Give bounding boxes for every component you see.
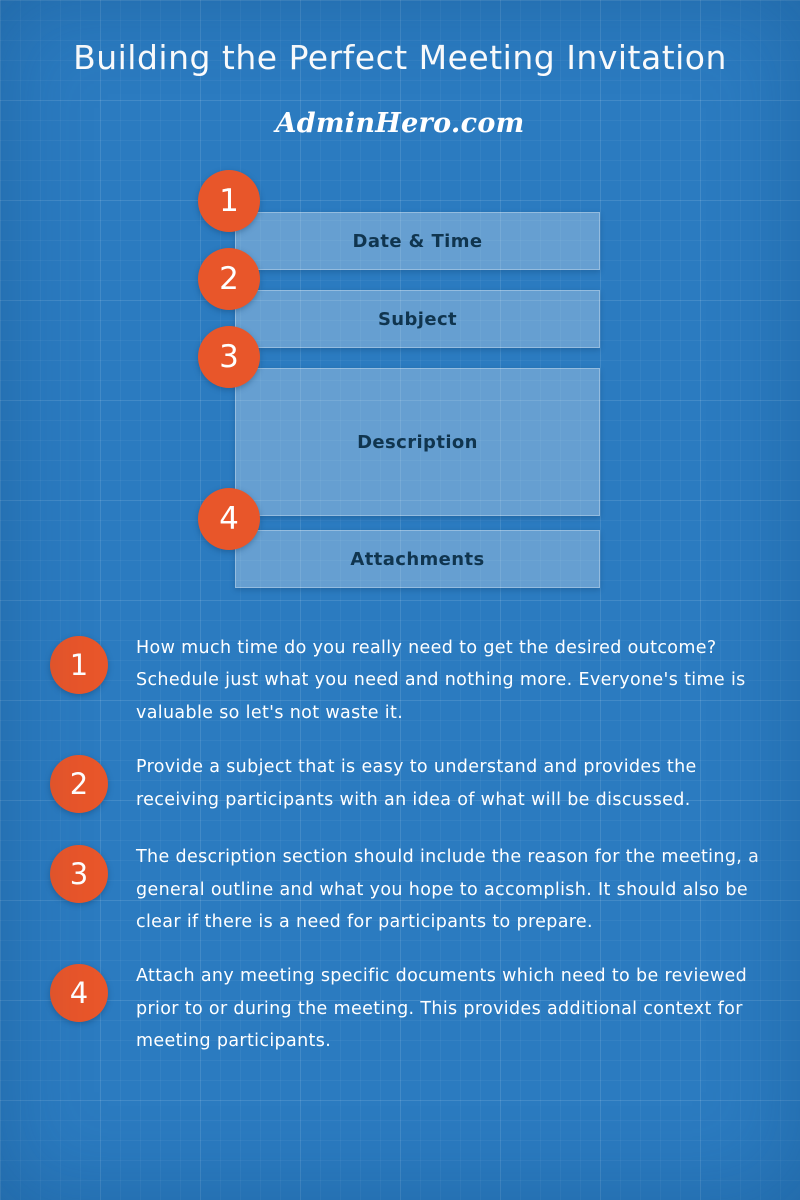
diagram-badge-1: 1 [198, 170, 260, 232]
diagram-badge-4: 4 [198, 488, 260, 550]
diagram-field-attachments [235, 530, 600, 588]
list-item [50, 839, 760, 938]
diagram-field-label: Description [357, 431, 478, 453]
list-item [50, 958, 760, 1057]
steps-list [50, 630, 760, 1077]
step-text-4: Attach any meeting specific documents which need to be reviewed prior to or during the meeting. This provides additional context for meeting participants. [136, 966, 748, 1051]
step-badge-1: 1 [50, 636, 108, 694]
diagram-field-date-time [235, 212, 600, 270]
page-title: Building the Perfect Meeting Invitation [73, 38, 727, 77]
step-text-1: How much time do you really need to get the desired outcome? Schedule just what you need and nothing more. Everyone's time is valuable so let's not waste it. [136, 638, 746, 723]
diagram-badge-2: 2 [198, 248, 260, 310]
diagram-field-label: Attachments [350, 548, 485, 570]
diagram-field-label: Subject [377, 308, 458, 330]
step-text-2: Provide a subject that is easy to understand and provides the receiving participants with an idea of what will be discussed. [136, 757, 697, 810]
list-item [50, 630, 760, 729]
step-badge-4: 4 [50, 964, 108, 1022]
diagram-badge-3: 3 [198, 326, 260, 388]
brand-name: AdminHero.com [275, 108, 525, 139]
step-badge-3: 3 [50, 845, 108, 903]
list-item [50, 749, 760, 819]
diagram-field-subject [235, 290, 600, 348]
step-badge-2: 2 [50, 755, 108, 813]
invitation-form-diagram [190, 170, 610, 600]
step-text-3: The description section should include the reason for the meeting, a general outline and what you hope to accomplish. It should also be clear if there is a need for participants to prepare. [136, 847, 760, 932]
diagram-field-label: Date & Time [352, 230, 483, 252]
diagram-field-description [235, 368, 600, 516]
